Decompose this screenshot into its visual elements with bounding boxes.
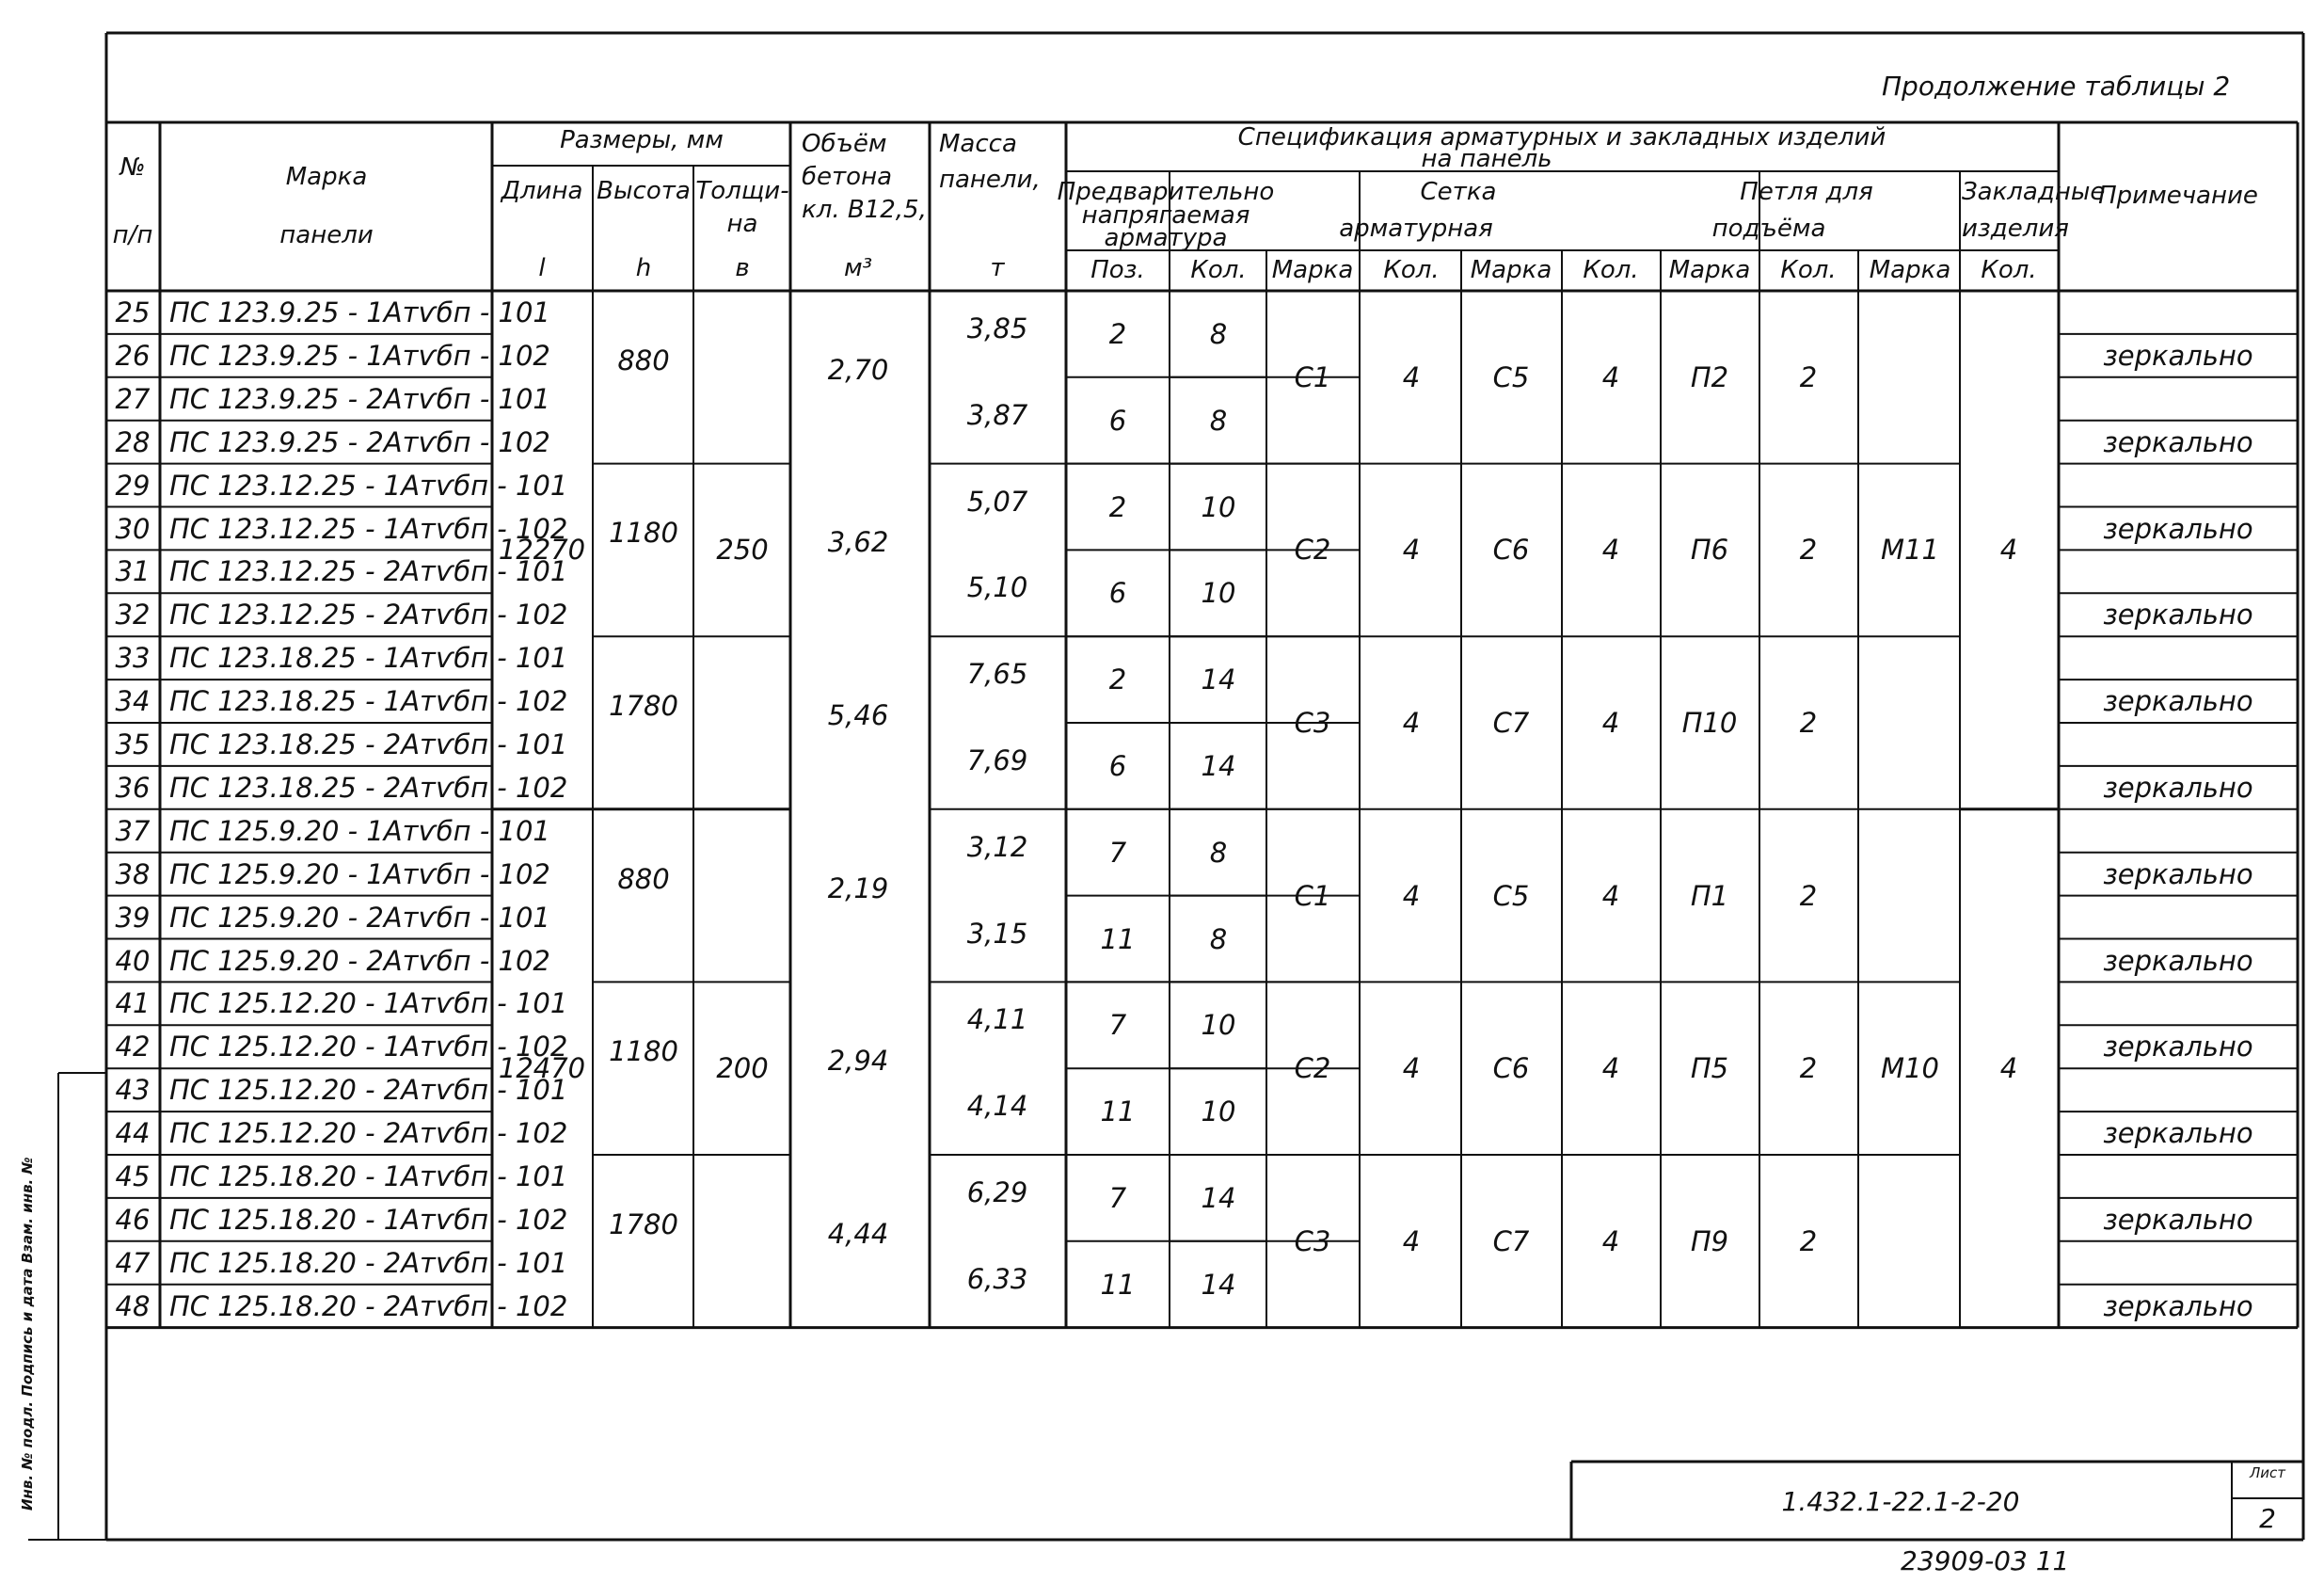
height-value: 880 — [617, 862, 670, 895]
mass-value: 4,14 — [966, 1090, 1028, 1123]
mesh2-qty: 4 — [1601, 1224, 1620, 1257]
mesh1-qty: 4 — [1402, 1224, 1421, 1257]
prestress-qty: 8 — [1209, 922, 1228, 955]
mesh1-qty: 4 — [1402, 707, 1421, 739]
prestress-qty: 10 — [1201, 1009, 1236, 1042]
loop-qty: 2 — [1799, 1224, 1818, 1257]
sheet-number: 2 — [2259, 1503, 2276, 1534]
header-volume-3: кл. В12,5, — [802, 196, 927, 224]
panel-mark: ПС 125.18.20 - 1Атѵбп - 101 — [169, 1160, 568, 1192]
prestress-pos: 6 — [1108, 577, 1127, 610]
prestress-pos: 7 — [1108, 1181, 1127, 1214]
mass-value: 5,07 — [966, 485, 1028, 518]
prestress-pos: 2 — [1108, 317, 1127, 350]
header-dimensions: Размеры, мм — [560, 126, 724, 154]
note-cell: зеркально — [2103, 425, 2253, 458]
mesh2-brand: С6 — [1492, 1052, 1530, 1085]
header-prestressed-2: напрягаемая — [1081, 201, 1250, 230]
subheader-label: Поз. — [1090, 256, 1145, 284]
row-number: 39 — [115, 901, 151, 934]
row-number: 37 — [115, 814, 151, 847]
header-mesh-2: арматурная — [1339, 215, 1493, 243]
prestress-qty: 14 — [1201, 1268, 1236, 1301]
prestress-pos: 2 — [1108, 664, 1127, 696]
panel-mark: ПС 125.18.20 - 1Атѵбп - 102 — [169, 1203, 568, 1236]
loop-brand: П5 — [1690, 1052, 1729, 1085]
mesh1-brand: С2 — [1294, 1052, 1331, 1085]
panel-mark: ПС 123.12.25 - 1Атѵбп - 102 — [169, 512, 568, 545]
mass-value: 4,11 — [966, 1003, 1028, 1036]
note-cell: зеркально — [2103, 771, 2253, 804]
header-thickness-2: на — [726, 210, 758, 238]
archive-number: 23909-03 11 — [1901, 1545, 2070, 1576]
volume-value: 2,94 — [827, 1045, 889, 1078]
volume-value: 2,19 — [827, 871, 889, 904]
note-cell: зеркально — [2103, 685, 2253, 718]
row-number: 43 — [115, 1074, 151, 1107]
panel-mark: ПС 125.9.20 - 2Атѵбп - 102 — [169, 944, 550, 977]
header-mark: Марка — [285, 163, 368, 191]
mesh1-qty: 4 — [1402, 360, 1421, 393]
row-number: 33 — [115, 642, 151, 675]
row-number: 48 — [115, 1289, 151, 1322]
panel-mark: ПС 123.18.25 - 2Атѵбп - 102 — [169, 771, 568, 804]
header-mark-2: панели — [279, 221, 374, 249]
row-number: 31 — [115, 555, 151, 588]
row-number: 41 — [115, 987, 151, 1020]
document-code: 1.432.1-22.1-2-20 — [1781, 1486, 2020, 1517]
panel-mark: ПС 123.12.25 - 1Атѵбп - 101 — [169, 469, 568, 502]
height-value: 1180 — [609, 517, 678, 550]
length-value: 12470 — [498, 1052, 586, 1085]
prestress-qty: 8 — [1209, 404, 1228, 437]
mesh2-qty: 4 — [1601, 707, 1620, 739]
subheader-label: Кол. — [1190, 256, 1247, 284]
loop-brand: П10 — [1681, 707, 1738, 739]
mass-value: 3,12 — [966, 830, 1028, 863]
subheader-label: Марка — [1271, 256, 1354, 284]
note-cell: зеркально — [2103, 1031, 2253, 1063]
header-mass-unit: т — [990, 254, 1005, 282]
mass-value: 6,33 — [966, 1262, 1028, 1295]
header-mass-2: панели, — [939, 166, 1041, 194]
panel-mark: ПС 123.9.25 - 2Атѵбп - 101 — [169, 382, 550, 415]
header-thickness: Толщи- — [695, 177, 789, 205]
embedded-brand: М11 — [1881, 534, 1939, 567]
subheader-label: Кол. — [1583, 256, 1639, 284]
note-cell: зеркально — [2103, 944, 2253, 977]
volume-value: 5,46 — [827, 699, 889, 731]
mass-value: 3,85 — [966, 312, 1028, 344]
row-number: 34 — [115, 685, 151, 718]
header-num: № — [119, 153, 146, 182]
subheader-label: Марка — [1869, 256, 1951, 284]
mesh1-brand: С1 — [1294, 360, 1331, 393]
mass-value: 3,87 — [966, 398, 1028, 431]
mass-value: 5,10 — [966, 571, 1028, 604]
panel-mark: ПС 125.18.20 - 2Атѵбп - 102 — [169, 1289, 568, 1322]
subheader-label: Марка — [1470, 256, 1552, 284]
mesh2-qty: 4 — [1601, 1052, 1620, 1085]
note-cell: зеркально — [2103, 599, 2253, 632]
row-number: 29 — [115, 469, 151, 502]
panel-mark: ПС 125.12.20 - 2Атѵбп - 101 — [169, 1074, 568, 1107]
row-number: 25 — [115, 296, 151, 328]
mass-value: 3,15 — [966, 917, 1028, 950]
header-volume-unit: м³ — [843, 254, 873, 282]
prestress-qty: 8 — [1209, 317, 1228, 350]
subheader-label: Кол. — [1780, 256, 1837, 284]
thickness-value: 250 — [716, 534, 769, 567]
note-cell: зеркально — [2103, 857, 2253, 890]
prestress-qty: 10 — [1201, 1095, 1236, 1128]
loop-brand: П6 — [1690, 534, 1729, 567]
header-volume: Объём — [802, 130, 887, 158]
header-note: Примечание — [2098, 182, 2258, 210]
height-value: 880 — [617, 344, 670, 376]
height-value: 1180 — [609, 1035, 678, 1068]
prestress-qty: 10 — [1201, 577, 1236, 610]
subheader-label: Кол. — [1383, 256, 1440, 284]
header-prestressed-3: арматура — [1104, 224, 1228, 252]
mesh2-brand: С7 — [1492, 1224, 1530, 1257]
prestress-pos: 11 — [1100, 1095, 1136, 1128]
panel-mark: ПС 125.12.20 - 2Атѵбп - 102 — [169, 1117, 568, 1150]
header-height-sym: h — [635, 254, 652, 282]
prestress-pos: 7 — [1108, 836, 1127, 869]
embedded-qty: 4 — [1999, 534, 2018, 567]
header-loop: Петля для — [1740, 178, 1873, 206]
note-cell: зеркально — [2103, 512, 2253, 545]
panel-mark: ПС 125.9.20 - 2Атѵбп - 101 — [169, 901, 550, 934]
sheet-label: Лист — [2249, 1464, 2286, 1481]
thickness-value: 200 — [716, 1052, 769, 1085]
panel-mark: ПС 125.12.20 - 1Атѵбп - 101 — [169, 987, 568, 1020]
loop-qty: 2 — [1799, 1052, 1818, 1085]
prestress-qty: 10 — [1201, 490, 1236, 523]
mesh1-brand: С2 — [1294, 534, 1331, 567]
loop-qty: 2 — [1799, 707, 1818, 739]
side-stamp: Инв. № подл. Подпись и дата Взам. инв. № — [19, 1157, 36, 1511]
prestress-qty: 14 — [1201, 749, 1236, 782]
panel-mark: ПС 123.12.25 - 2Атѵбп - 101 — [169, 555, 568, 588]
mesh2-qty: 4 — [1601, 534, 1620, 567]
row-number: 36 — [115, 771, 151, 804]
length-value: 12270 — [498, 534, 586, 567]
mesh2-brand: С7 — [1492, 707, 1530, 739]
loop-qty: 2 — [1799, 879, 1818, 912]
header-height: Высота — [597, 177, 691, 205]
height-value: 1780 — [609, 690, 678, 722]
panel-mark: ПС 123.12.25 - 2Атѵбп - 102 — [169, 599, 568, 632]
continuation-title: Продолжение таблицы 2 — [1882, 71, 2231, 102]
panel-mark: ПС 123.18.25 - 1Атѵбп - 102 — [169, 685, 568, 718]
row-number: 46 — [115, 1203, 151, 1236]
embedded-brand: М10 — [1881, 1052, 1939, 1085]
row-number: 26 — [115, 339, 151, 372]
mass-value: 7,65 — [966, 658, 1028, 691]
prestress-pos: 7 — [1108, 1009, 1127, 1042]
row-number: 27 — [115, 382, 151, 415]
prestress-pos: 11 — [1100, 922, 1136, 955]
mesh1-qty: 4 — [1402, 534, 1421, 567]
row-number: 40 — [115, 944, 151, 977]
header-spec: Спецификация арматурных и закладных изделий — [1237, 123, 1886, 152]
header-num-2: п/п — [112, 221, 153, 249]
note-cell: зеркально — [2103, 1289, 2253, 1322]
note-cell: зеркально — [2103, 1117, 2253, 1150]
embedded-qty: 4 — [1999, 1052, 2018, 1085]
loop-brand: П2 — [1690, 360, 1729, 393]
row-number: 38 — [115, 857, 151, 890]
mesh2-brand: С5 — [1492, 360, 1530, 393]
panel-mark: ПС 123.9.25 - 1Атѵбп - 101 — [169, 296, 550, 328]
row-number: 32 — [115, 599, 151, 632]
volume-value: 4,44 — [827, 1217, 889, 1250]
panel-mark: ПС 123.18.25 - 2Атѵбп - 101 — [169, 728, 568, 760]
row-number: 42 — [115, 1031, 151, 1063]
header-loop-2: подъёма — [1711, 215, 1826, 243]
note-cell: зеркально — [2103, 1203, 2253, 1236]
row-number: 45 — [115, 1160, 151, 1192]
mass-value: 6,29 — [966, 1175, 1028, 1208]
mesh1-qty: 4 — [1402, 1052, 1421, 1085]
mesh1-brand: С3 — [1294, 1224, 1331, 1257]
row-number: 47 — [115, 1246, 151, 1279]
loop-qty: 2 — [1799, 534, 1818, 567]
note-cell: зеркально — [2103, 339, 2253, 372]
mesh1-qty: 4 — [1402, 879, 1421, 912]
prestress-qty: 14 — [1201, 1181, 1236, 1214]
subheader-label: Кол. — [1981, 256, 2037, 284]
subheader-label: Марка — [1668, 256, 1751, 284]
panel-mark: ПС 125.12.20 - 1Атѵбп - 102 — [169, 1031, 568, 1063]
panel-mark: ПС 123.9.25 - 1Атѵбп - 102 — [169, 339, 550, 372]
header-thickness-sym: в — [735, 254, 750, 282]
row-number: 30 — [115, 512, 151, 545]
header-mesh: Сетка — [1420, 178, 1497, 206]
mass-value: 7,69 — [966, 744, 1028, 776]
mesh2-qty: 4 — [1601, 879, 1620, 912]
volume-value: 2,70 — [827, 353, 889, 386]
header-length-sym: l — [538, 254, 546, 282]
loop-qty: 2 — [1799, 360, 1818, 393]
row-number: 35 — [115, 728, 151, 760]
mesh2-qty: 4 — [1601, 360, 1620, 393]
prestress-pos: 11 — [1100, 1268, 1136, 1301]
panel-mark: ПС 125.18.20 - 2Атѵбп - 101 — [169, 1246, 568, 1279]
panel-mark: ПС 125.9.20 - 1Атѵбп - 102 — [169, 857, 550, 890]
loop-brand: П9 — [1690, 1224, 1729, 1257]
height-value: 1780 — [609, 1207, 678, 1240]
panel-mark: ПС 123.9.25 - 2Атѵбп - 102 — [169, 425, 550, 458]
header-prestressed: Предварительно — [1057, 178, 1275, 206]
prestress-pos: 6 — [1108, 749, 1127, 782]
header-embedded: Закладные — [1962, 178, 2106, 206]
header-spec-2: на панель — [1421, 145, 1552, 173]
panel-mark: ПС 125.9.20 - 1Атѵбп - 101 — [169, 814, 550, 847]
header-volume-2: бетона — [802, 163, 893, 191]
header-length: Длина — [501, 177, 583, 205]
row-number: 28 — [115, 425, 151, 458]
mesh1-brand: С1 — [1294, 879, 1331, 912]
mesh1-brand: С3 — [1294, 707, 1331, 739]
prestress-qty: 14 — [1201, 664, 1236, 696]
header-mass: Масса — [939, 130, 1017, 158]
prestress-qty: 8 — [1209, 836, 1228, 869]
row-number: 44 — [115, 1117, 151, 1150]
prestress-pos: 6 — [1108, 404, 1127, 437]
loop-brand: П1 — [1690, 879, 1729, 912]
mesh2-brand: С6 — [1492, 534, 1530, 567]
volume-value: 3,62 — [827, 526, 889, 559]
header-embedded-2: изделия — [1962, 215, 2069, 243]
prestress-pos: 2 — [1108, 490, 1127, 523]
panel-mark: ПС 123.18.25 - 1Атѵбп - 101 — [169, 642, 568, 675]
mesh2-brand: С5 — [1492, 879, 1530, 912]
